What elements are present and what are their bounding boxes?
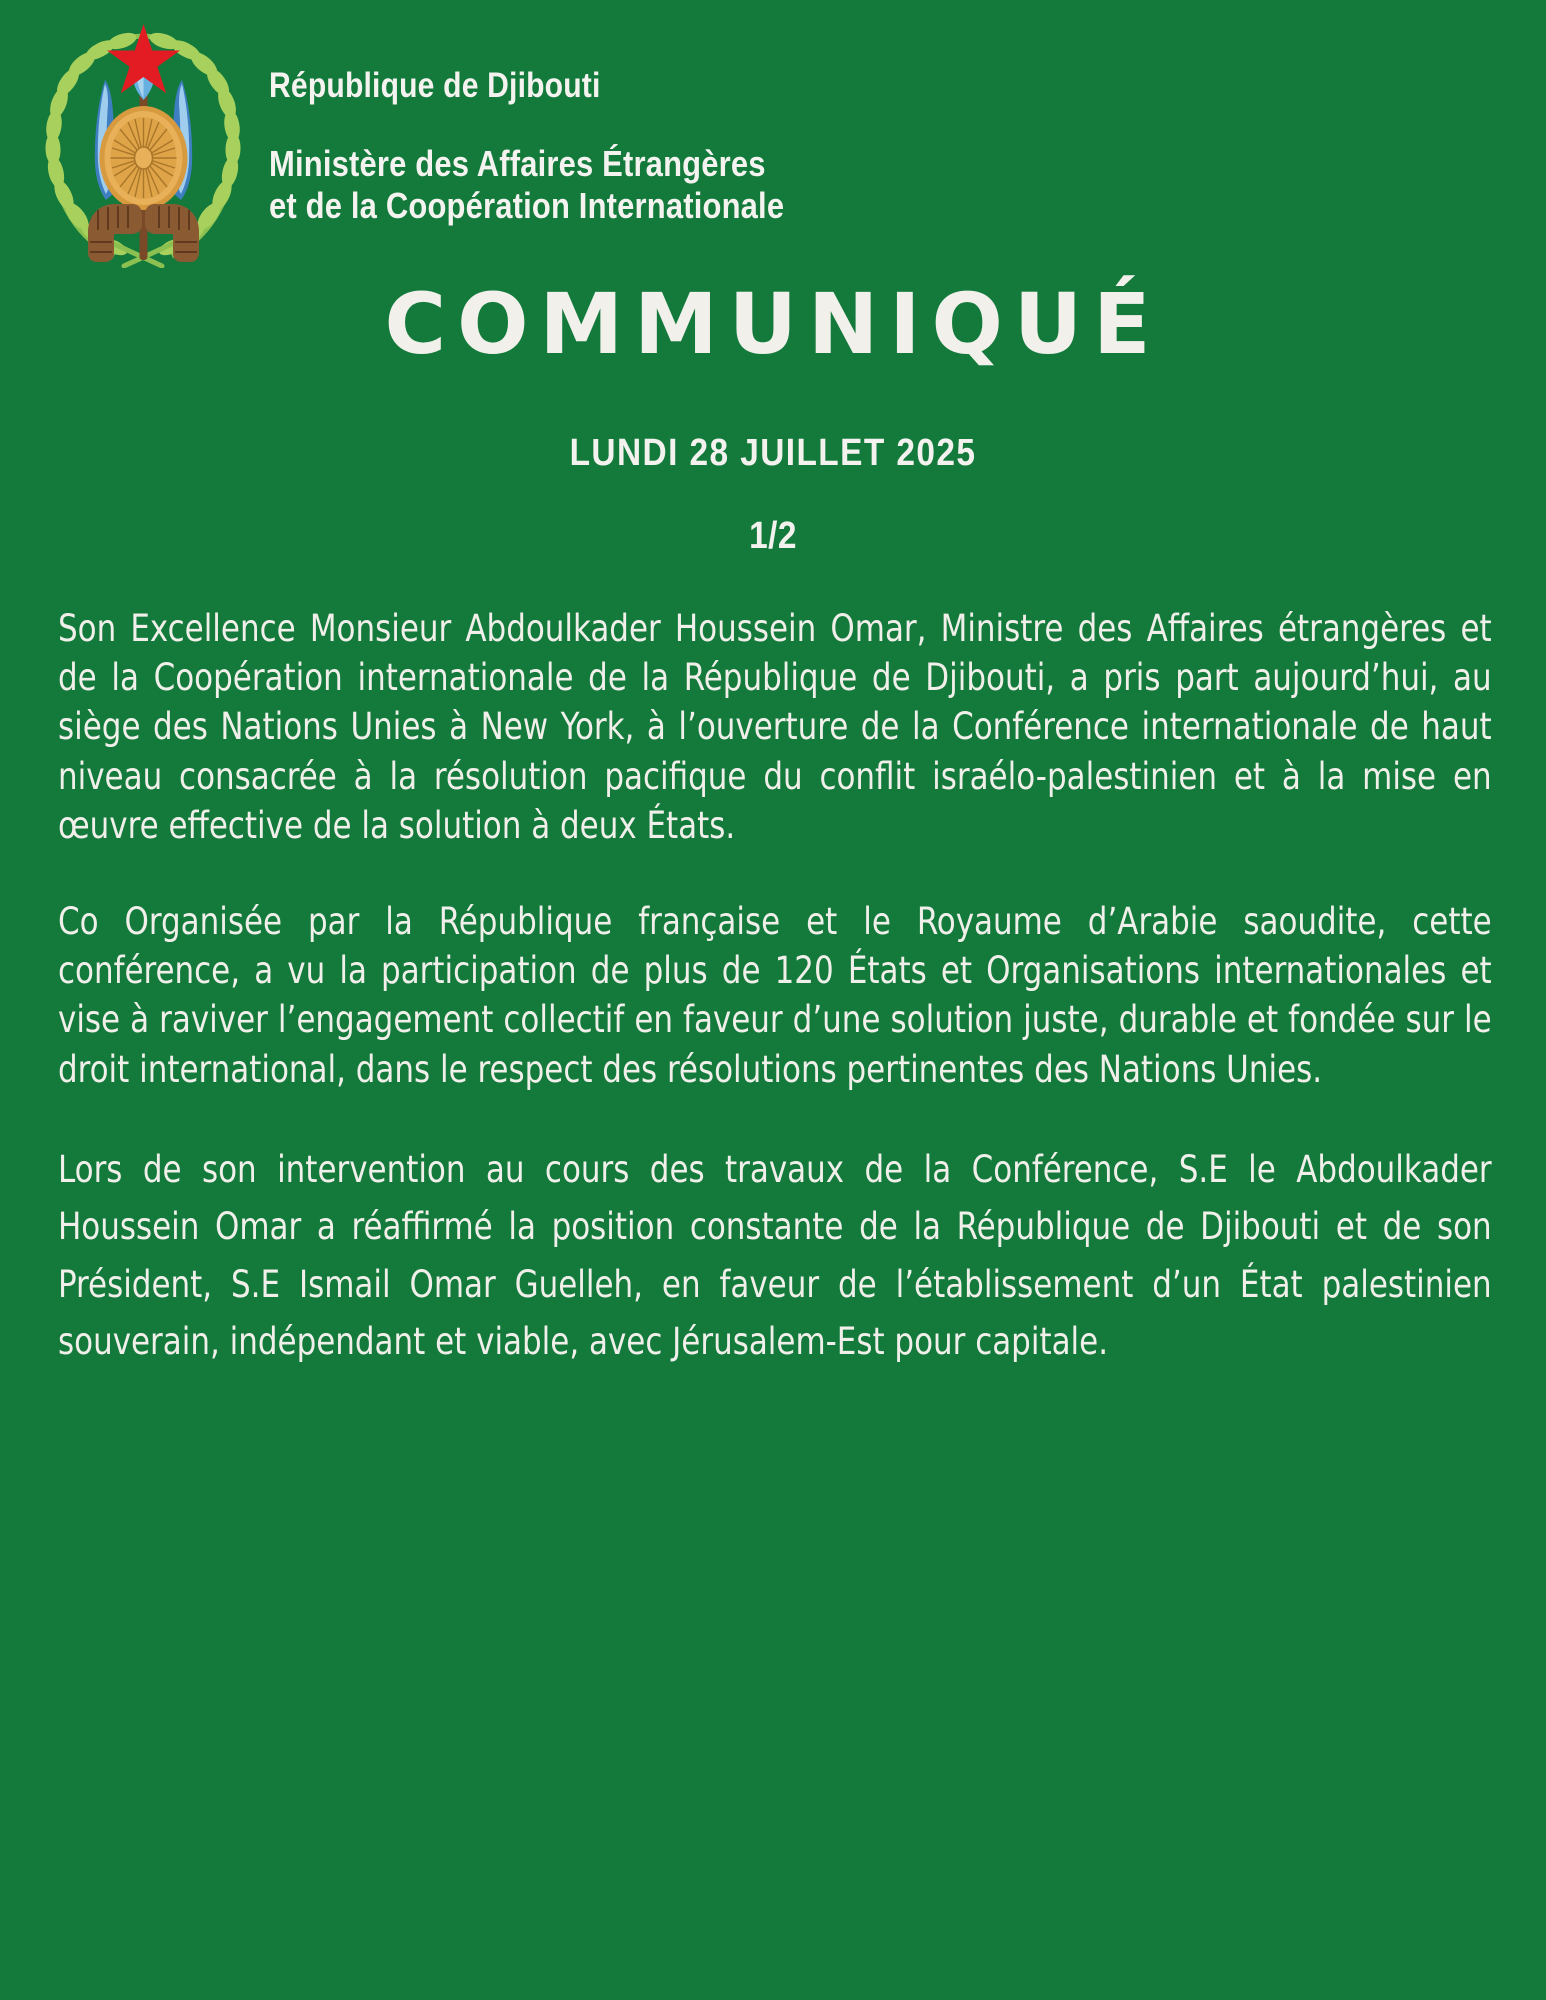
ministry-name <box>269 143 784 227</box>
header-text-block <box>269 18 868 227</box>
document-header <box>0 0 1546 268</box>
shield-icon <box>100 106 188 210</box>
title-block <box>0 268 1546 558</box>
country-name: République de Djibouti <box>269 66 601 105</box>
paragraph-2: Co Organisée par la République française et le Royaume d’Arabie saoudite, cette conférence, a vu la participation de plus de 120 États et Organisations internationales et vise à raviver l’engagement collectif en faveur d’une solution juste, durable et fondée sur le droit international, dans le respect des résolutions pertinentes des Nations Unies. <box>58 900 1492 1091</box>
ministry-line-2: et de la Coopération Internationale <box>269 184 785 226</box>
page-number: 1/2 <box>749 515 797 557</box>
paragraph-1: Son Excellence Monsieur Abdoulkader Houssein Omar, Ministre des Affaires étrangères et de la Coopération internationale de la République de Djibouti, a pris part aujourd’hui, au siège des Nations Unies à New York, à l’ouverture de la Conférence internationale de haut niveau consacrée à la résolution pacifique du conflit israélo-palestinien et à la mise en œuvre effective de la solution à deux États. <box>58 607 1492 847</box>
document-date: LUNDI 28 JUILLET 2025 <box>569 432 977 474</box>
ministry-line-1: Ministère des Affaires Étrangères <box>269 143 766 185</box>
djibouti-coat-of-arms-emblem <box>36 18 251 268</box>
document-body <box>0 604 1546 1370</box>
paragraph-3: Lors de son intervention au cours des travaux de la Conférence, S.E le Abdoulkader Houssein Omar a réaffirmé la position constante de la République de Djibouti et de son Président, S.E Ismail Omar Guelleh, en faveur de l’établissement d’un État palestinien souverain, indépendant et viable, avec Jérusalem-Est pour capitale. <box>58 1147 1492 1363</box>
page-title: COMMUNIQUÉ <box>384 275 1162 373</box>
